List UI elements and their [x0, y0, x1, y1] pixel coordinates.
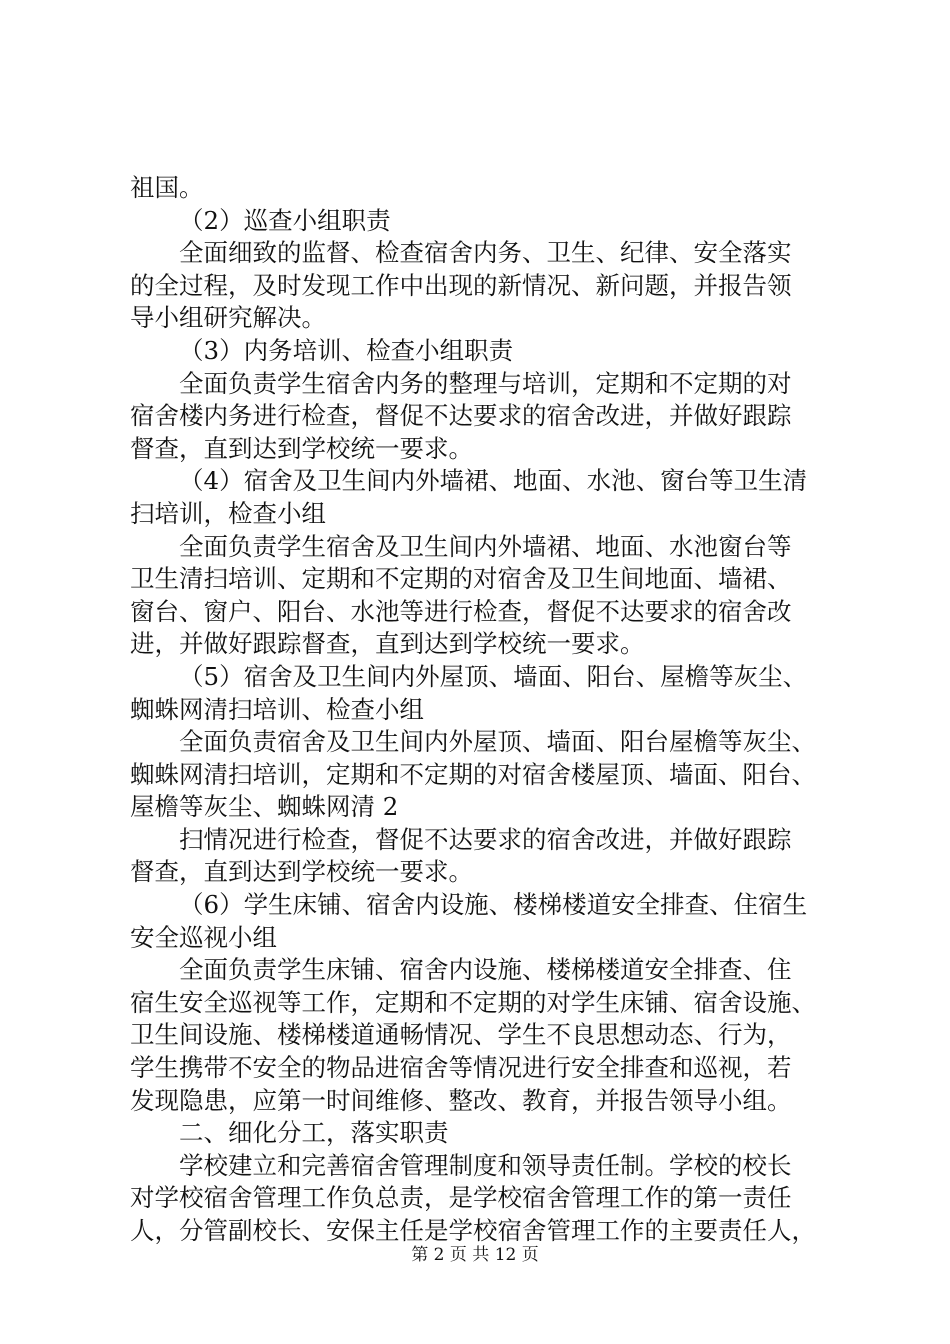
text-line: 全面负责学生床铺、宿舍内设施、楼梯楼道安全排查、住	[179, 955, 792, 985]
text-line: 祖国。	[130, 173, 204, 202]
text-line: 卫生间设施、楼梯楼道通畅情况、学生不良思想动态、行为，	[130, 1020, 792, 1050]
text-line: 的全过程，及时发现工作中出现的新情况、新问题，并报告领	[130, 270, 792, 300]
text-line: 学校建立和完善宿舍管理制度和领导责任制。学校的校长	[179, 1150, 792, 1180]
text-line: 督查，直到达到学校统一要求。	[130, 857, 473, 887]
text-line: 全面细致的监督、检查宿舍内务、卫生、纪律、安全落实	[179, 238, 792, 268]
text-line: 学生携带不安全的物品进宿舍等情况进行安全排查和巡视，若	[130, 1053, 792, 1083]
text-line: （6）学生床铺、宿舍内设施、楼梯楼道安全排查、住宿生	[179, 890, 808, 920]
text-line: 进，并做好跟踪督查，直到达到学校统一要求。	[130, 629, 645, 659]
text-line: 全面负责学生宿舍及卫生间内外墙裙、地面、水池窗台等	[179, 531, 792, 561]
text-line: 屋檐等灰尘、蜘蛛网清 2	[130, 792, 399, 822]
text-line: 窗台、窗户、阳台、水池等进行检查，督促不达要求的宿舍改	[130, 596, 792, 626]
text-line: 卫生清扫培训、定期和不定期的对宿舍及卫生间地面、墙裙、	[130, 564, 792, 594]
text-line: 扫情况进行检查，督促不达要求的宿舍改进，并做好跟踪	[179, 824, 792, 854]
text-line: （4）宿舍及卫生间内外墙裙、地面、水池、窗台等卫生清	[179, 466, 808, 496]
text-line: （3）内务培训、检查小组职责	[179, 335, 514, 365]
text-line: 安全巡视小组	[130, 922, 277, 952]
text-line: （2）巡查小组职责	[179, 205, 391, 235]
text-line: 扫培训，检查小组	[130, 498, 326, 528]
text-line: 发现隐患，应第一时间维修、整改、教育，并报告领导小组。	[130, 1085, 792, 1115]
text-line: 导小组研究解决。	[130, 303, 326, 333]
page-footer: 第 2 页 共 12 页	[411, 1245, 539, 1265]
text-line: 人，分管副校长、安保主任是学校宿舍管理工作的主要责任人，	[130, 1216, 816, 1245]
text-line: 二、细化分工，落实职责	[179, 1118, 449, 1148]
text-line: 对学校宿舍管理工作负总责，是学校宿舍管理工作的第一责任	[130, 1183, 792, 1213]
text-line: 蜘蛛网清扫培训，定期和不定期的对宿舍楼屋顶、墙面、阳台、	[130, 759, 816, 789]
text-line: 督查，直到达到学校统一要求。	[130, 433, 473, 463]
text-line: 全面负责学生宿舍内务的整理与培训，定期和不定期的对	[179, 368, 792, 398]
text-line: （5）宿舍及卫生间内外屋顶、墙面、阳台、屋檐等灰尘、	[179, 661, 808, 691]
text-line: 宿舍楼内务进行检查，督促不达要求的宿舍改进，并做好跟踪	[130, 401, 792, 431]
text-line: 宿生安全巡视等工作，定期和不定期的对学生床铺、宿舍设施、	[130, 987, 816, 1017]
document-body	[130, 172, 830, 1248]
text-line: 蜘蛛网清扫培训、检查小组	[130, 694, 424, 724]
text-line: 全面负责宿舍及卫生间内外屋顶、墙面、阳台屋檐等灰尘、	[179, 727, 816, 757]
